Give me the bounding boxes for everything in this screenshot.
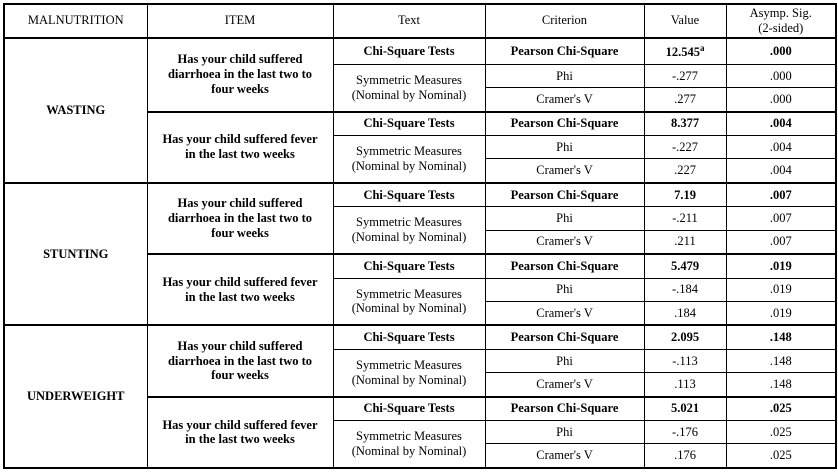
item-text-line2: diarrhoea in the last two to <box>167 67 313 82</box>
group-label-underweight: UNDERWEIGHT <box>4 325 147 468</box>
text-symmetric-measures <box>333 421 485 468</box>
criterion-cell: Pearson Chi-Square <box>485 183 644 207</box>
criterion-cell: Cramer's V <box>485 88 644 112</box>
criterion-cell: Pearson Chi-Square <box>485 254 644 278</box>
item-cell <box>147 38 333 112</box>
symmetric-measures-line1: Symmetric Measures <box>356 286 462 301</box>
value-cell: -.227 <box>644 136 726 159</box>
chi-square-results-table <box>3 3 837 469</box>
asymp-sig-cell: .007 <box>726 207 836 230</box>
symmetric-measures-line1: Symmetric Measures <box>356 215 462 230</box>
item-text-line1: Has your child suffered <box>177 52 303 67</box>
column-header-text: Text <box>333 4 485 38</box>
table-row <box>4 38 836 65</box>
item-text-line2: in the last two weeks <box>185 147 295 162</box>
header-row <box>4 4 836 38</box>
column-header-asymp-sig <box>726 4 836 38</box>
text-symmetric-measures <box>333 207 485 254</box>
item-text-line1: Has your child suffered <box>177 338 303 353</box>
value-cell: 5.021 <box>644 397 726 421</box>
value-cell: .176 <box>644 444 726 468</box>
table-header <box>4 4 836 38</box>
asymp-sig-cell: .025 <box>726 444 836 468</box>
criterion-cell: Phi <box>485 421 644 444</box>
value-cell: -.184 <box>644 278 726 301</box>
asymp-sig-cell: .019 <box>726 278 836 301</box>
asymp-sig-cell: .000 <box>726 88 836 112</box>
item-text-line2: diarrhoea in the last two to <box>167 211 313 226</box>
group-label-stunting: STUNTING <box>4 183 147 326</box>
asymp-sig-cell: .025 <box>726 421 836 444</box>
item-text-line3: four weeks <box>211 81 269 96</box>
symmetric-measures-line2: (Nominal by Nominal) <box>351 230 467 245</box>
text-chi-square-tests: Chi-Square Tests <box>333 112 485 136</box>
symmetric-measures-line1: Symmetric Measures <box>356 357 462 372</box>
text-symmetric-measures <box>333 136 485 183</box>
item-text-line1: Has your child suffered fever <box>162 132 318 147</box>
asymp-sig-cell: .019 <box>726 254 836 278</box>
asymp-sig-cell: .148 <box>726 349 836 372</box>
asymp-sig-cell: .000 <box>726 38 836 65</box>
asymp-sig-cell: .004 <box>726 136 836 159</box>
value-cell: 2.095 <box>644 325 726 349</box>
text-symmetric-measures <box>333 64 485 111</box>
value-cell: .113 <box>644 373 726 397</box>
criterion-cell: Pearson Chi-Square <box>485 112 644 136</box>
asymp-sig-cell: .148 <box>726 373 836 397</box>
table-body <box>4 38 836 469</box>
value-cell: 12.545$^a$ <box>644 38 726 65</box>
criterion-cell: Pearson Chi-Square <box>485 397 644 421</box>
symmetric-measures-line2: (Nominal by Nominal) <box>351 87 467 102</box>
criterion-cell: Phi <box>485 278 644 301</box>
criterion-cell: Pearson Chi-Square <box>485 325 644 349</box>
criterion-cell: Cramer's V <box>485 444 644 468</box>
value-cell: -.176 <box>644 421 726 444</box>
symmetric-measures-line2: (Nominal by Nominal) <box>351 372 467 387</box>
group-label-wasting: WASTING <box>4 38 147 183</box>
criterion-cell: Phi <box>485 136 644 159</box>
item-cell <box>147 397 333 468</box>
text-symmetric-measures <box>333 278 485 325</box>
text-chi-square-tests: Chi-Square Tests <box>333 325 485 349</box>
table-row <box>4 183 836 207</box>
criterion-cell: Phi <box>485 207 644 230</box>
symmetric-measures-line1: Symmetric Measures <box>356 429 462 444</box>
item-text-line2: in the last two weeks <box>185 432 295 447</box>
value-cell: .277 <box>644 88 726 112</box>
asymp-sig-cell: .019 <box>726 301 836 325</box>
asymp-sig-cell: .025 <box>726 397 836 421</box>
value-cell: -.277 <box>644 64 726 87</box>
column-header-malnutrition: MALNUTRITION <box>4 4 147 38</box>
item-text-line1: Has your child suffered fever <box>162 417 318 432</box>
symmetric-measures-line1: Symmetric Measures <box>356 144 462 159</box>
symmetric-measures-line2: (Nominal by Nominal) <box>351 301 467 316</box>
symmetric-measures-line2: (Nominal by Nominal) <box>351 158 467 173</box>
criterion-cell: Pearson Chi-Square <box>485 38 644 65</box>
value-cell: -.211 <box>644 207 726 230</box>
criterion-cell: Cramer's V <box>485 301 644 325</box>
asymp-sig-line1: Asymp. Sig. <box>749 6 812 20</box>
criterion-cell: Cramer's V <box>485 373 644 397</box>
value-cell: .184 <box>644 301 726 325</box>
text-chi-square-tests: Chi-Square Tests <box>333 183 485 207</box>
asymp-sig-cell: .004 <box>726 159 836 183</box>
asymp-sig-line2: (2-sided) <box>758 20 804 35</box>
value-cell: 8.377 <box>644 112 726 136</box>
item-cell <box>147 254 333 325</box>
item-text-line1: Has your child suffered fever <box>162 274 318 289</box>
asymp-sig-cell: .007 <box>726 230 836 254</box>
criterion-cell: Cramer's V <box>485 159 644 183</box>
value-cell: .211 <box>644 230 726 254</box>
text-symmetric-measures <box>333 349 485 396</box>
criterion-cell: Phi <box>485 64 644 87</box>
item-text-line1: Has your child suffered <box>177 196 303 211</box>
text-chi-square-tests: Chi-Square Tests <box>333 397 485 421</box>
asymp-sig-cell: .148 <box>726 325 836 349</box>
column-header-value: Value <box>644 4 726 38</box>
value-cell: 7.19 <box>644 183 726 207</box>
value-footnote-marker: a <box>699 42 705 53</box>
symmetric-measures-line2: (Nominal by Nominal) <box>351 444 467 459</box>
value-cell: .227 <box>644 159 726 183</box>
item-text-line3: four weeks <box>211 368 269 383</box>
table-row <box>4 325 836 349</box>
symmetric-measures-line1: Symmetric Measures <box>356 72 462 87</box>
item-text-line2: diarrhoea in the last two to <box>167 353 313 368</box>
text-chi-square-tests: Chi-Square Tests <box>333 254 485 278</box>
asymp-sig-cell: .000 <box>726 64 836 87</box>
item-text-line3: four weeks <box>211 225 269 240</box>
text-chi-square-tests: Chi-Square Tests <box>333 38 485 65</box>
item-cell <box>147 183 333 254</box>
criterion-cell: Phi <box>485 349 644 372</box>
value-cell: 5.479 <box>644 254 726 278</box>
item-cell <box>147 112 333 183</box>
asymp-sig-cell: .007 <box>726 183 836 207</box>
column-header-criterion: Criterion <box>485 4 644 38</box>
item-text-line2: in the last two weeks <box>185 289 295 304</box>
asymp-sig-cell: .004 <box>726 112 836 136</box>
column-header-item: ITEM <box>147 4 333 38</box>
value-cell: -.113 <box>644 349 726 372</box>
criterion-cell: Cramer's V <box>485 230 644 254</box>
item-cell <box>147 325 333 396</box>
